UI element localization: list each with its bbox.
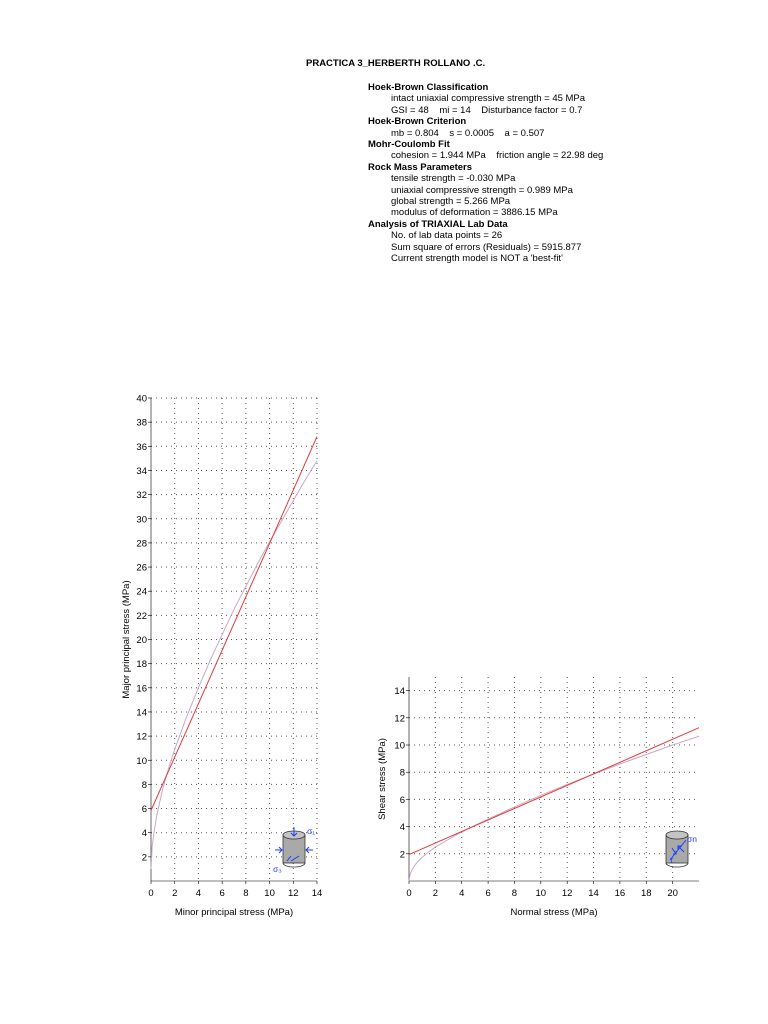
x-tick-label: 0 <box>148 888 154 899</box>
x-tick-label: 2 <box>172 888 178 899</box>
x-tick-label: 14 <box>588 888 599 899</box>
y-tick-label: 22 <box>136 610 147 622</box>
section-heading: Mohr-Coulomb Fit <box>368 139 450 151</box>
y-tick-label: 6 <box>399 794 405 806</box>
y-tick-label: 2 <box>399 849 405 861</box>
section-heading: Hoek-Brown Criterion <box>368 116 467 128</box>
y-tick-label: 30 <box>136 514 147 526</box>
y-axis-title: Shear stress (MPa) <box>377 738 388 820</box>
x-tick-label: 20 <box>667 888 678 899</box>
x-axis-title: Normal stress (MPa) <box>510 907 598 918</box>
y-tick-label: 36 <box>136 441 147 453</box>
hoek-brown-envelope-line <box>409 736 699 881</box>
icon-label: σ₃ <box>273 864 282 874</box>
y-tick-label: 2 <box>141 852 147 864</box>
report-line: Current strength model is NOT a 'best-fit' <box>391 253 563 265</box>
x-tick-label: 10 <box>264 888 275 899</box>
y-tick-label: 40 <box>136 393 147 405</box>
x-tick-label: 4 <box>195 888 202 899</box>
x-tick-label: 18 <box>640 888 652 899</box>
sample-top <box>666 831 688 839</box>
y-axis-title: Major principal stress (MPa) <box>121 580 132 699</box>
x-tick-label: 2 <box>432 888 439 899</box>
y-tick-label: 4 <box>141 828 147 840</box>
y-tick-label: 32 <box>136 490 147 502</box>
x-axis-title: Minor principal stress (MPa) <box>174 907 294 918</box>
icon-label: σ₁ <box>307 826 316 836</box>
y-tick-label: 28 <box>136 538 147 550</box>
x-tick-label: 10 <box>535 888 547 899</box>
report-line: mb = 0.804 s = 0.0005 a = 0.507 <box>391 127 545 139</box>
report-line: uniaxial compressive strength = 0.989 MPa <box>391 184 573 196</box>
x-tick-label: 8 <box>511 888 518 899</box>
section-heading: Hoek-Brown Classification <box>368 82 489 93</box>
y-tick-label: 12 <box>394 713 405 725</box>
x-tick-label: 4 <box>459 888 465 899</box>
y-tick-label: 14 <box>394 686 405 698</box>
y-tick-label: 12 <box>136 731 147 743</box>
y-tick-label: 8 <box>399 767 405 779</box>
y-tick-label: 14 <box>136 707 147 719</box>
x-tick-label: 6 <box>485 888 491 899</box>
report-line: tensile strength = -0.030 MPa <box>391 173 516 185</box>
y-tick-label: 24 <box>136 586 147 598</box>
y-tick-label: 6 <box>141 804 147 816</box>
y-tick-label: 34 <box>136 465 147 477</box>
document-title: PRACTICA 3_HERBERTH ROLLANO .C. <box>306 58 486 69</box>
shear-sample-icon <box>666 831 697 867</box>
x-tick-label: 12 <box>287 888 299 899</box>
mohr-coulomb-fit-line <box>409 728 699 855</box>
x-tick-label: 6 <box>219 888 225 899</box>
y-tick-label: 4 <box>399 822 405 834</box>
x-tick-label: 12 <box>561 888 573 899</box>
y-tick-label: 20 <box>136 635 147 646</box>
y-tick-label: 26 <box>136 562 147 574</box>
report-line: No. of lab data points = 26 <box>391 230 503 242</box>
x-tick-label: 16 <box>614 888 626 899</box>
report-line: global strength = 5.266 MPa <box>391 196 511 208</box>
x-tick-label: 8 <box>243 888 249 899</box>
report-line: intact uniaxial compressive strength = 45 MPa <box>391 93 586 105</box>
y-tick-label: 10 <box>136 755 147 767</box>
y-tick-label: 16 <box>136 683 147 695</box>
y-tick-label: 38 <box>136 417 147 429</box>
report-line: Sum square of errors (Residuals) = 5915.877 <box>391 241 582 253</box>
icon-label: σn <box>687 834 697 844</box>
report-line: GSI = 48 mi = 14 Disturbance factor = 0.7 <box>391 104 583 116</box>
section-heading: Analysis of TRIAXIAL Lab Data <box>368 218 508 230</box>
x-tick-label: 0 <box>406 888 412 899</box>
y-tick-label: 10 <box>394 740 405 752</box>
y-tick-label: 18 <box>136 659 147 671</box>
report-line: modulus of deformation = 3886.15 MPa <box>391 207 558 219</box>
x-tick-label: 14 <box>311 888 323 899</box>
y-tick-label: 8 <box>141 779 147 791</box>
section-heading: Rock Mass Parameters <box>368 161 473 173</box>
report-line: cohesion = 1.944 MPa friction angle = 22.98 deg <box>391 150 604 162</box>
icon-label: τ <box>670 855 674 865</box>
